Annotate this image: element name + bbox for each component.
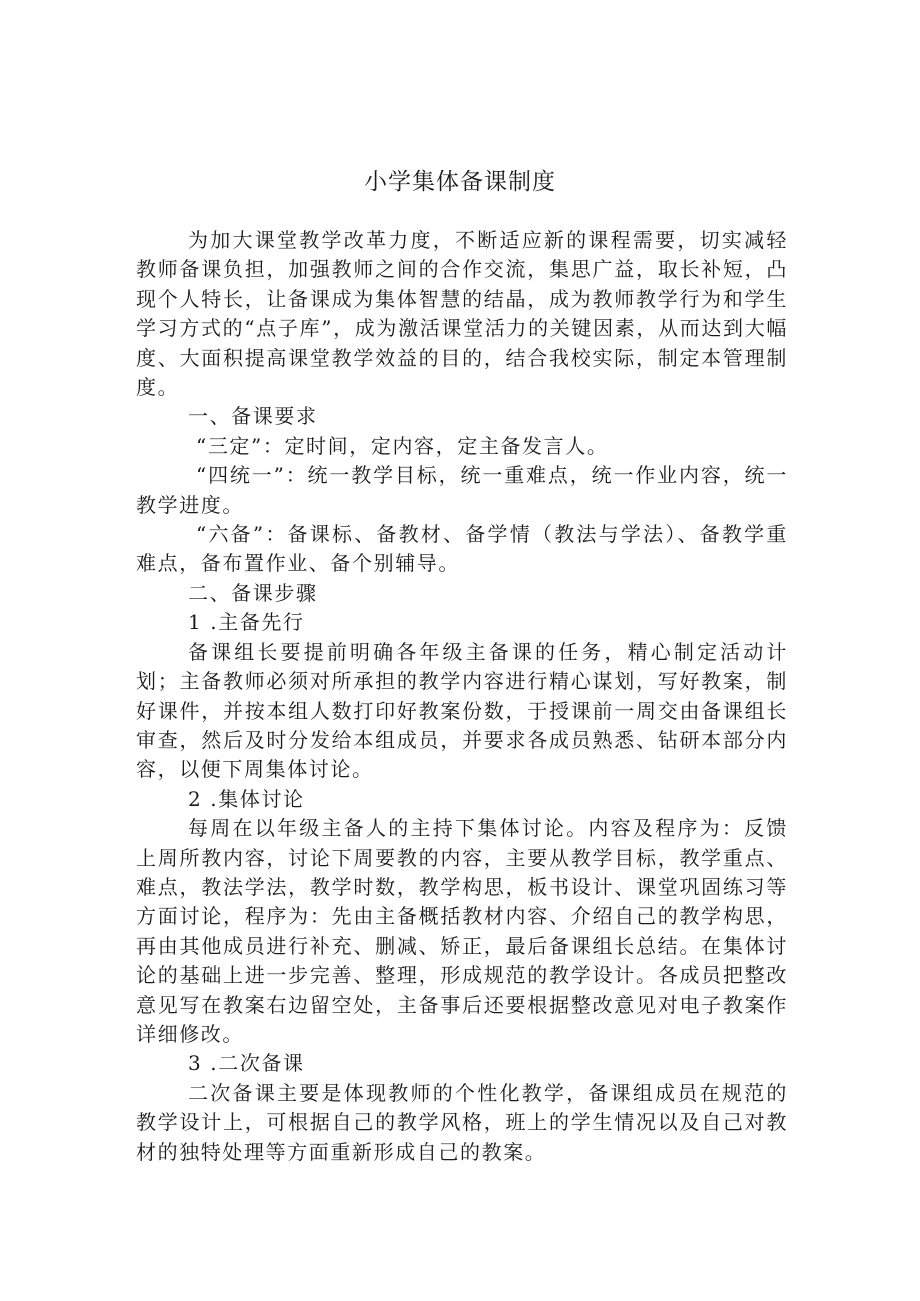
- step1-heading: 1 .主备先行: [188, 610, 305, 635]
- step2-heading: 2 .集体讨论: [188, 786, 305, 811]
- six-prepare-paragraph: “六备”：备课标、备教材、备学情（教法与学法）、备教学重难点，备布置作业、备个别辅导。: [136, 522, 788, 576]
- document-title: 小学集体备课制度: [364, 169, 556, 195]
- step1-paragraph: 备课组长要提前明确各年级主备课的任务，精心制定活动计划；主备教师必须对所承担的教学内容进行精心谋划，写好教案，制好课件，并按本组人数打印好教案份数，于授课前一周交由备课组长审查，然后及时分发给本组成员，并要求各成员熟悉、钻研本部分内容，以便下周集体讨论。: [136, 639, 788, 782]
- document-body: [136, 226, 788, 1167]
- three-fixed-paragraph: “三定”：定时间，定内容，定主备发言人。: [196, 433, 609, 458]
- intro-paragraph: 为加大课堂教学改革力度，不断适应新的课程需要，切实减轻教师备课负担，加强教师之间的合作交流，集思广益，取长补短，凸现个人特长，让备课成为集体智慧的结晶，成为教师教学行为和学生学习方式的“点子库”，成为激活课堂活力的关键因素，从而达到大幅度、大面积提高课堂教学效益的目的，结合我校实际，制定本管理制度。: [136, 228, 788, 400]
- step3-paragraph: 二次备课主要是体现教师的个性化教学，备课组成员在规范的教学设计上，可根据自己的教学风格，班上的学生情况以及自己对教材的独特处理等方面重新形成自己的教案。: [136, 1080, 788, 1164]
- section-heading-steps: 二、备课步骤: [188, 580, 318, 605]
- four-unified-paragraph: “四统一”：统一教学目标，统一重难点，统一作业内容，统一教学进度。: [136, 463, 788, 517]
- section-heading-requirements: 一、备课要求: [188, 404, 318, 429]
- step2-paragraph: 每周在以年级主备人的主持下集体讨论。内容及程序为：反馈上周所教内容，讨论下周要教的内容，主要从教学目标，教学重点、难点，教法学法，教学时数，教学构思，板书设计、课堂巩固练习等方面讨论，程序为：先由主备概括教材内容、介绍自己的教学构思，再由其他成员进行补充、删减、矫正，最后备课组长总结。在集体讨论的基础上进一步完善、整理，形成规范的教学设计。各成员把整改意见写在教案右边留空处，主备事后还要根据整改意见对电子教案作详细修改。: [136, 816, 788, 1046]
- step3-heading: 3 .二次备课: [188, 1051, 305, 1076]
